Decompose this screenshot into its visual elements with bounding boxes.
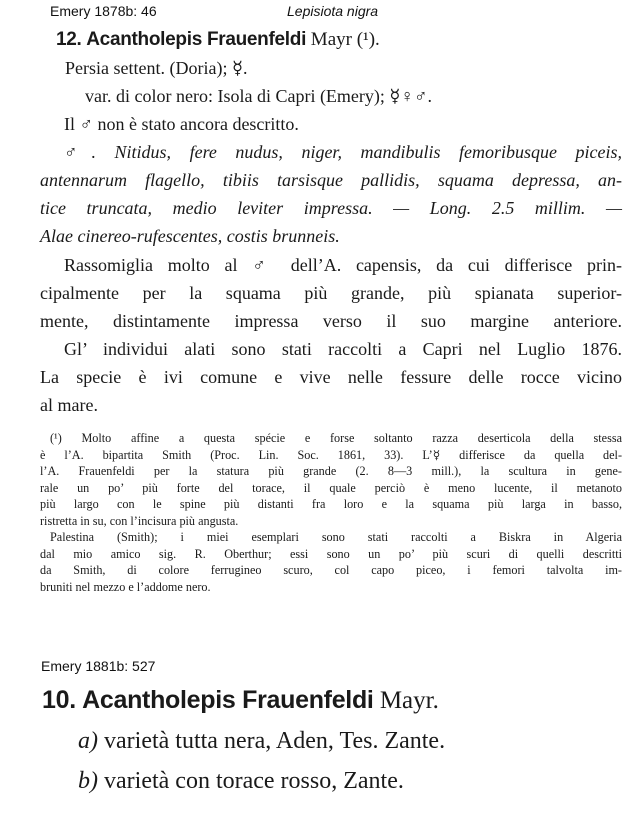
footnote-line-5: più largo con le spine più distanti fra loro e la squama più larga in basso, [40,497,622,511]
entry-2-author: Mayr. [379,687,439,714]
variety-b-text: varietà con torace rosso, Zante. [104,768,404,794]
source-label-2: Emery 1881b: 527 [41,658,156,674]
entry-2-variety-b [42,761,624,801]
source-label-1: Emery 1878b: 46 [50,3,157,19]
entry-1-heading [40,26,622,54]
variety-a-marker: a) [78,728,98,754]
entry-1-name: Acantholepis Frauenfeldi [86,29,307,50]
entry-1-diagnosis-3: tice truncata, medio leviter impressa. — Long. 2.5 millim. — [40,198,622,218]
entry-2-number: 10. [42,686,76,714]
entry-1-paragraph-4: Gl’ individui alati sono stati raccolti a Capri nel Luglio 1876. [64,339,622,359]
footnote-line-2: è l’A. bipartita Smith (Proc. Lin. Soc. 1861, 33). L’☿ differisce da quella del- [40,447,622,462]
entry-1-paragraph-5: La specie è ivi comune e vive nelle fessure delle rocce vicino [40,367,622,387]
footnote-line-6: ristretta in su, con l’incisura più angusta. [40,513,239,528]
entry-1-male-note: Il ♂ non è stato ancora descritto. [64,114,299,134]
entry-1-diagnosis-1: ♂. Nitidus, fere nudus, niger, mandibulis femoribusque piceis, [64,142,622,162]
entry-2-name: Acantholepis Frauenfeldi [82,686,374,714]
footnote [40,430,622,595]
entry-2-variety-a [42,721,624,761]
entry-1-paragraph-6: al mare. [40,395,98,415]
variety-a-text: varietà tutta nera, Aden, Tes. Zante. [104,728,446,754]
entry-1-paragraph-3: mente, distintamente impressa verso il suo margine anteriore. [40,311,622,331]
entry-1-number: 12. [56,29,82,50]
entry-1-variety: var. di color nero: Isola di Capri (Emery); ☿♀♂. [85,86,432,106]
entry-2-heading [42,680,624,721]
entry-1 [40,26,622,418]
entry-1-paragraph-2: cipalmente per la squama più grande, più spianata superior- [40,283,622,303]
footnote-line-4: rale un po’ più forte del torace, il quale perciò è meno lucente, il metanoto [40,480,622,495]
footnote-line-1: (¹) Molto affine a questa spécie e forse soltanto razza deserticola della stessa [50,431,622,445]
entry-1-paragraph-1: Rassomiglia molto al ♂ dell’A. capensis, da cui differisce prin- [64,255,622,275]
entry-2 [42,680,624,801]
entry-1-diagnosis-2: antennarum flagello, tibiis tarsisque pallidis, squama depressa, an- [40,170,622,190]
footnote-line-8: dal mio amico sig. R. Oberthur; essi sono un po’ più scuri di quelli descritti [40,546,622,561]
variety-b-marker: b) [78,768,98,794]
footnote-line-10: bruniti nel mezzo e l’addome nero. [40,579,211,594]
taxon-label: Lepisiota nigra [287,3,379,19]
footnote-line-7: Palestina (Smith); i miei esemplari sono stati raccolti a Biskra in Algeria [50,530,622,544]
entry-1-diagnosis-4: Alae cinereo-rufescentes, costis brunneis. [40,226,340,246]
entry-1-author: Mayr (¹). [310,29,380,50]
footnote-line-3: l’A. Frauenfeldi per la statura più grande (2. 8—3 mill.), la scultura in gene- [40,464,622,478]
entry-1-locality: Persia settent. (Doria); ☿. [65,58,248,78]
footnote-line-9: da Smith, di colore ferrugineo scuro, col capo piceo, i femori talvolta im- [40,563,622,577]
